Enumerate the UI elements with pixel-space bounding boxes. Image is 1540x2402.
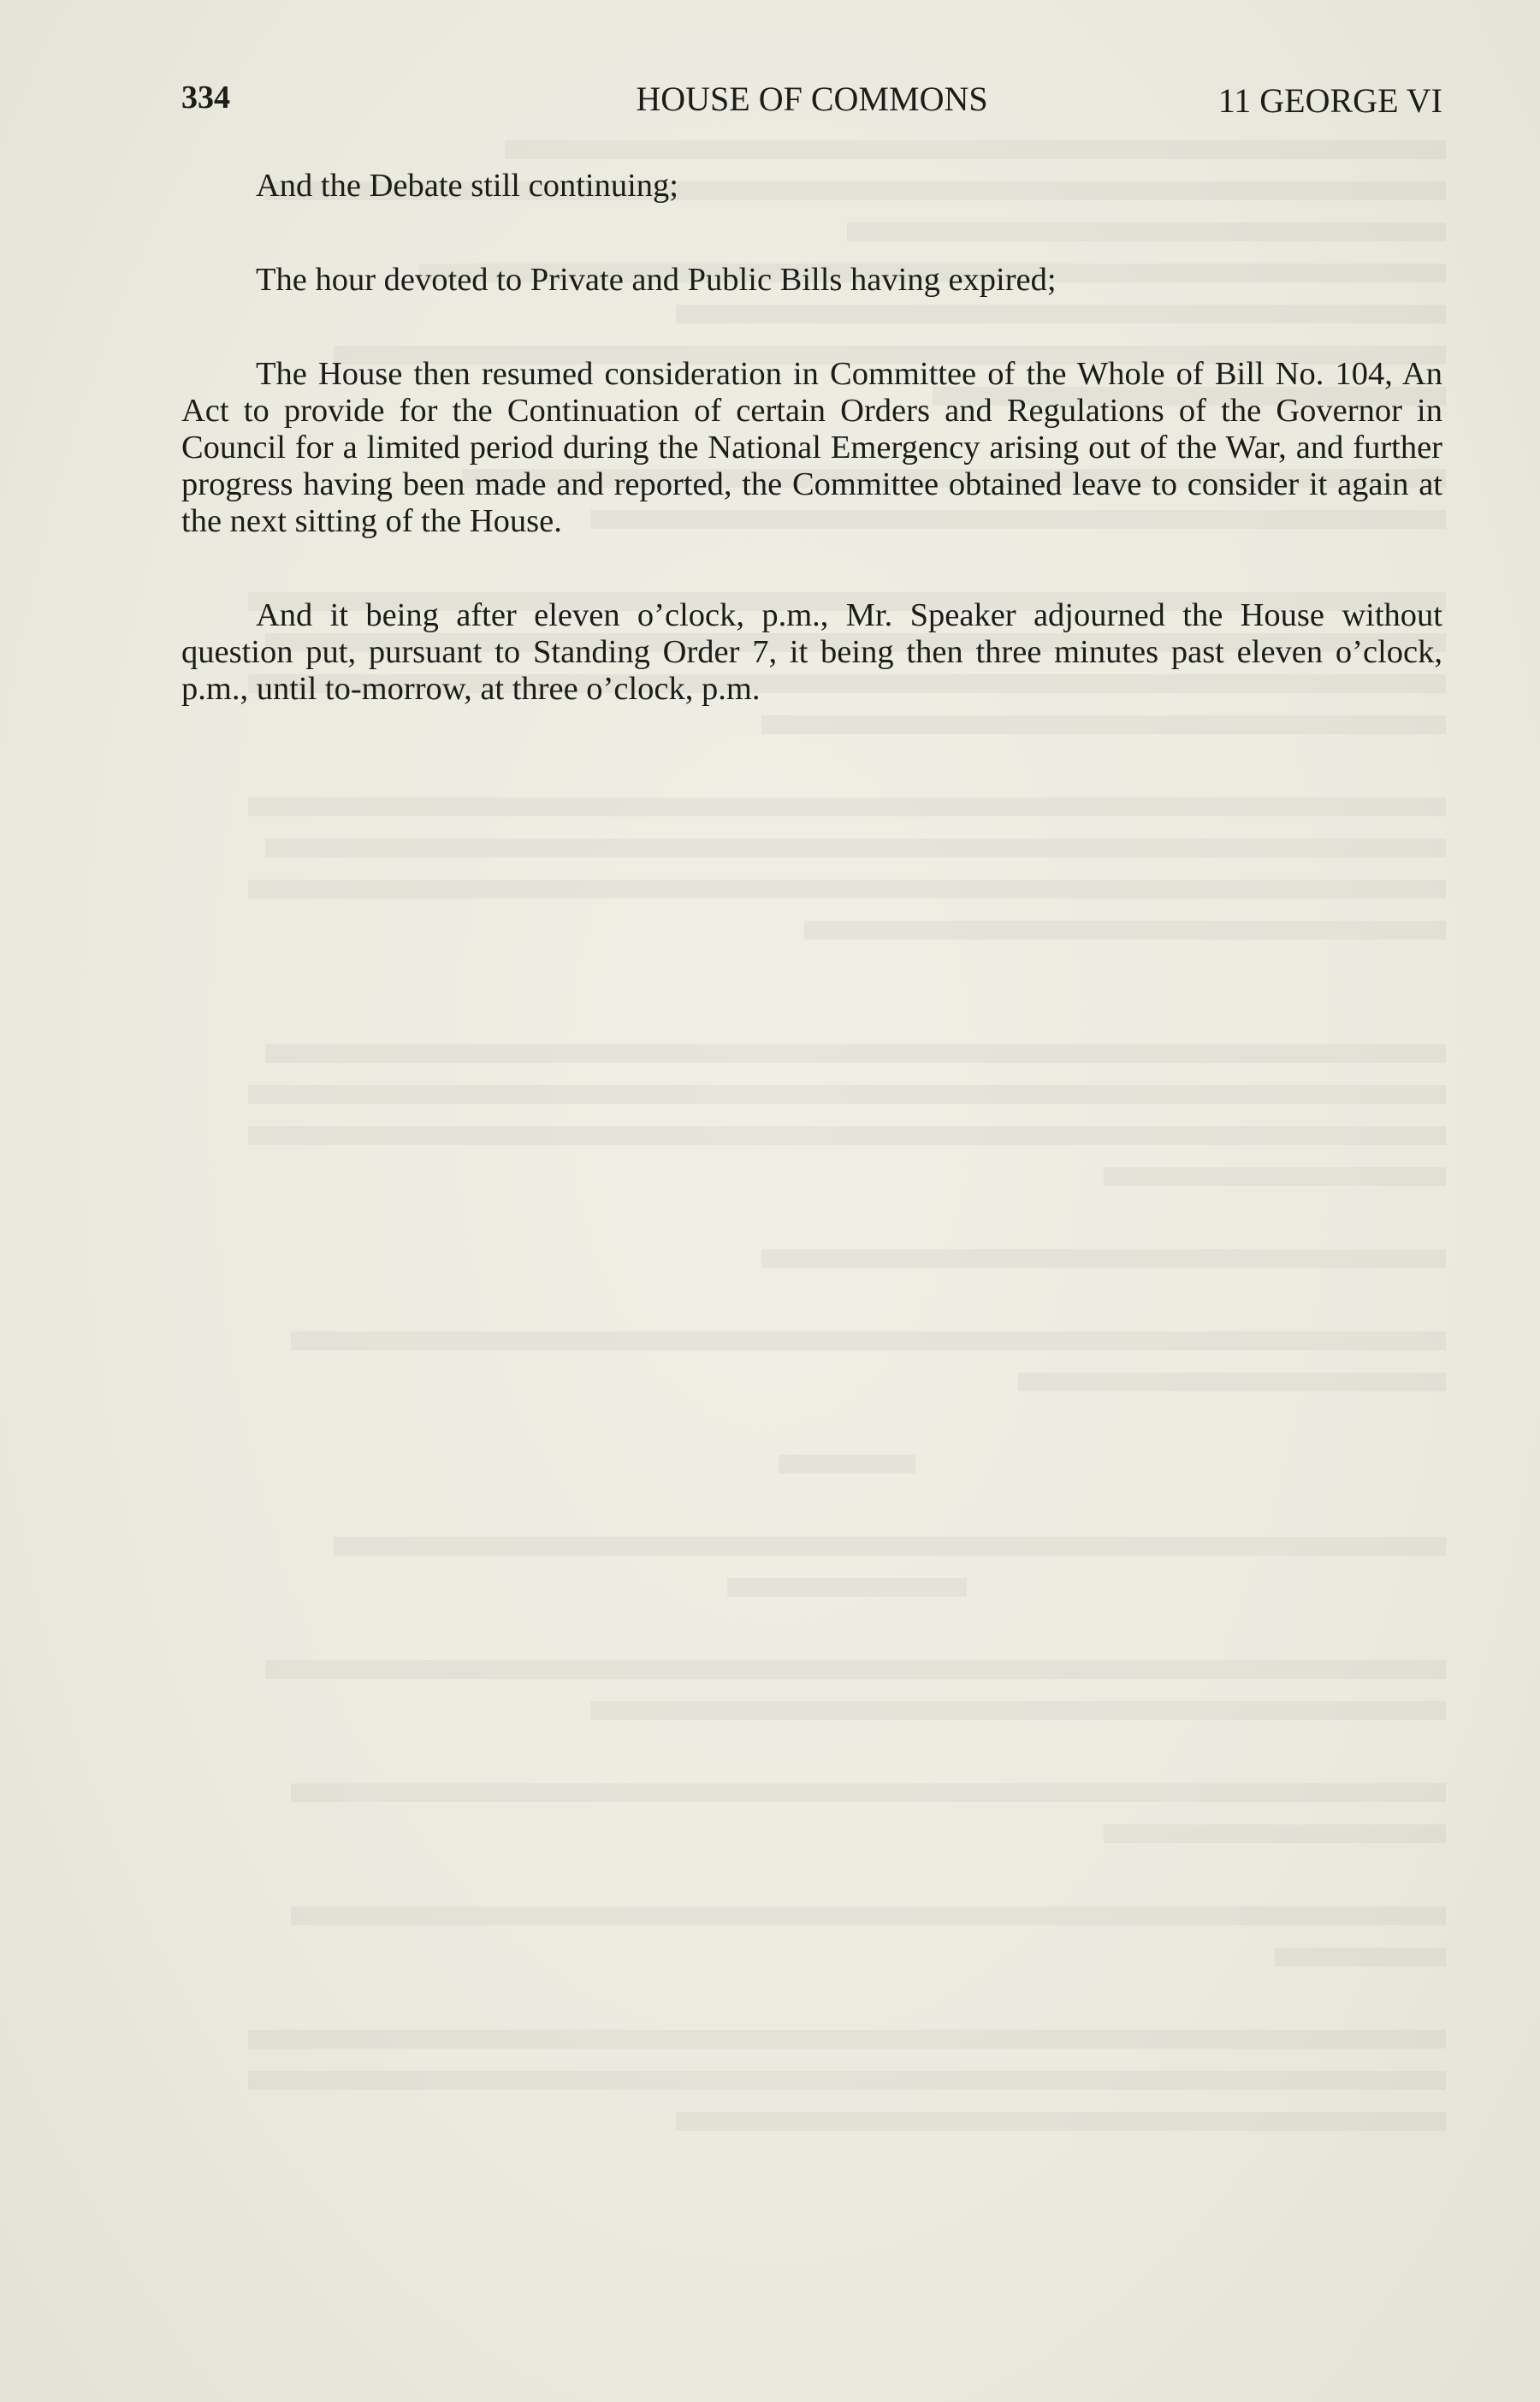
- paragraph-debate-continuing: And the Debate still continuing;: [256, 168, 678, 204]
- paragraph-committee-bill-104: The House then resumed consideration in Committee of the Whole of Bill No. 104, An Act to provide for the Continuation of certain Orders and Regulations of the Governor in Council for a limited period during the National Emergency arising out of the War, and further progress having been made and reported, the Committee obtained leave to consider it again at the next sitting of the House.: [181, 356, 1442, 539]
- paragraph-adjournment: And it being after eleven o’clock, p.m., Mr. Speaker adjourned the House without question put, pursuant to Standing Order 7, it being then three minutes past eleven o’clock, p.m., until to-morrow, at three o’clock, p.m.: [181, 597, 1442, 707]
- body-text: [181, 168, 1442, 708]
- page-number: 334: [181, 80, 230, 116]
- paragraph-hour-expired: The hour devoted to Private and Public Bills having expired;: [256, 262, 1057, 298]
- running-head: [181, 79, 1442, 130]
- regnal-year: 11 GEORGE VI: [1217, 81, 1442, 120]
- running-title: HOUSE OF COMMONS: [636, 80, 988, 118]
